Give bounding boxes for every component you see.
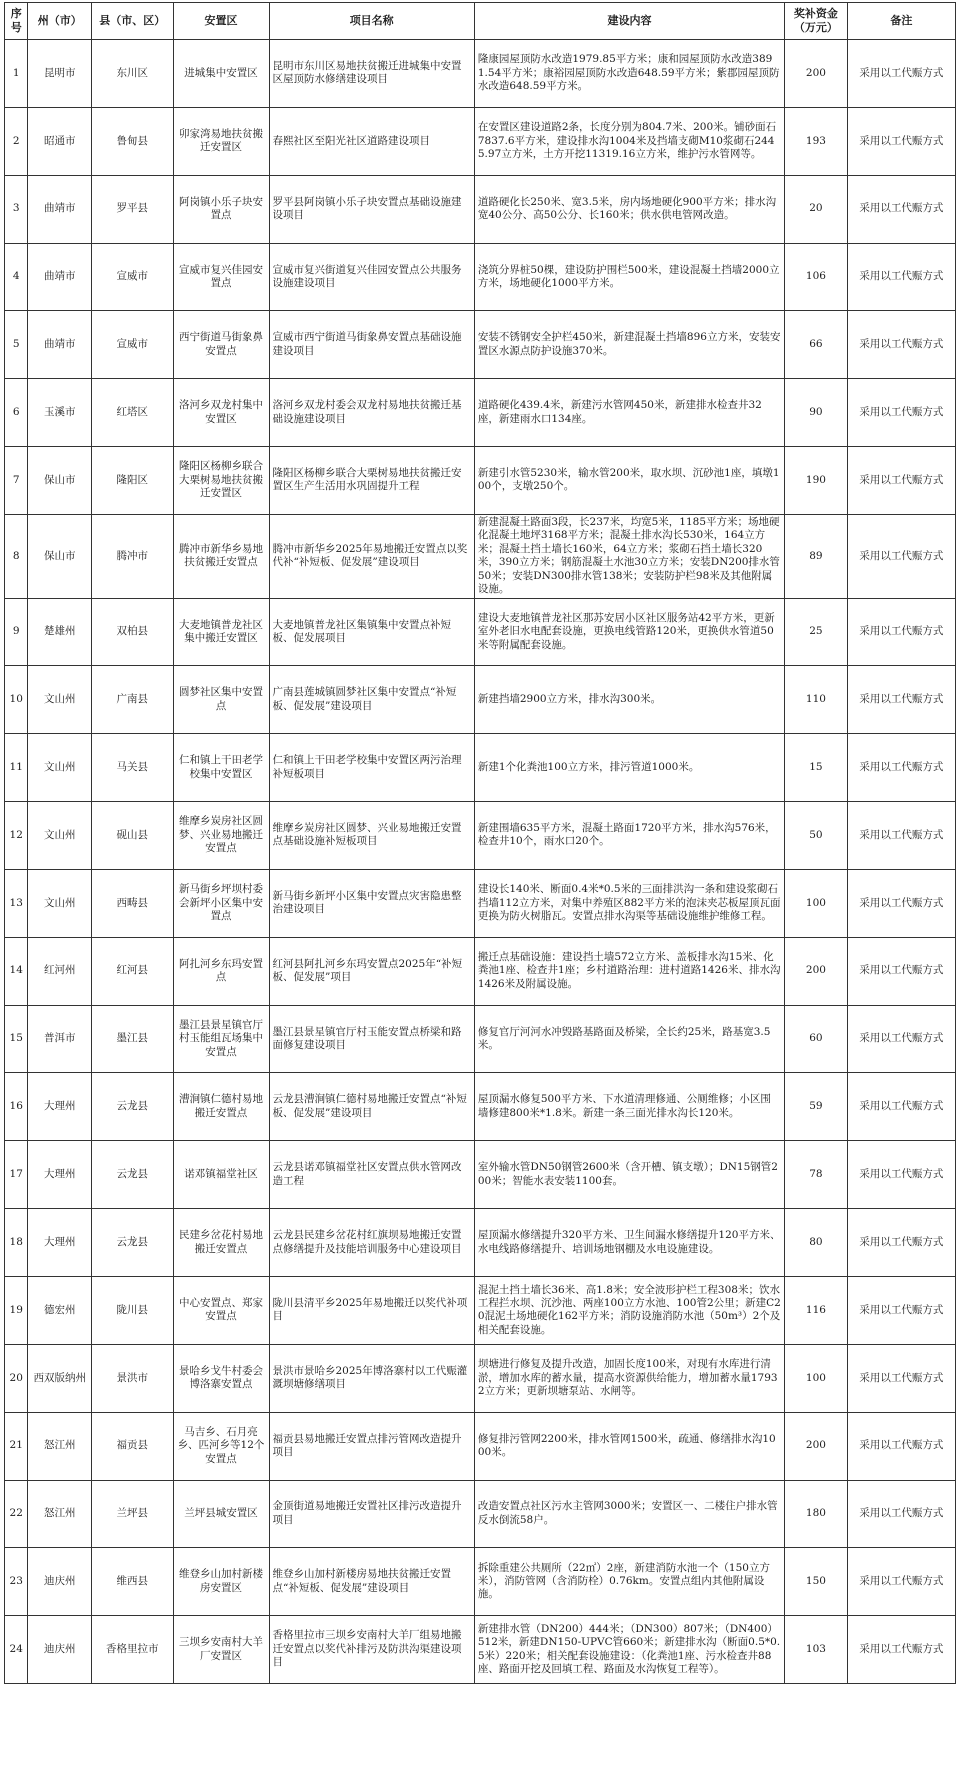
construction-content-cell: 浇筑分界桩50棵，建设防护围栏500米，建设混凝土挡墙2000立方米，场地硬化1000平方米。 (474, 243, 784, 311)
project-name-cell: 春熙社区至阳光社区道路建设项目 (269, 107, 474, 175)
project-name-cell: 云龙县漕涧镇仁德村易地搬迁安置点“补短板、促发展”建设项目 (269, 1073, 474, 1141)
prefecture-cell: 大理州 (28, 1209, 92, 1277)
construction-content-cell: 在安置区建设道路2条，长度分别为804.7米、200米。铺砂面石7837.6平方米，建设排水沟1004米及挡墙支砌M10浆砌石2445.97立方米，土方开挖11319.16立方米，维护污水管网等。 (474, 107, 784, 175)
resettlement-area-cell: 民建乡岔花村易地搬迁安置点 (173, 1209, 269, 1277)
project-name-cell: 大麦地镇普龙社区集镇集中安置点补短板、促发展项目 (269, 598, 474, 666)
table-row (5, 379, 956, 447)
county-cell: 宣威市 (92, 311, 173, 379)
county-cell: 红塔区 (92, 379, 173, 447)
subsidy-amount-cell: 200 (785, 937, 848, 1005)
prefecture-cell: 迪庆州 (28, 1616, 92, 1684)
subsidy-amount-cell: 66 (785, 311, 848, 379)
project-name-cell: 云龙县诺邓镇福堂社区安置点供水管网改造工程 (269, 1141, 474, 1209)
construction-content-cell: 拆除重建公共厕所（22㎡）2座，新建消防水池一个（150立方米），消防管网（含消防栓）0.76km。安置点组内其他附属设施。 (474, 1548, 784, 1616)
resettlement-area-cell: 漕涧镇仁德村易地搬迁安置点 (173, 1073, 269, 1141)
row-index-cell: 23 (5, 1548, 28, 1616)
row-index-cell: 17 (5, 1141, 28, 1209)
remarks-cell: 采用以工代赈方式 (847, 666, 955, 734)
subsidy-amount-cell: 193 (785, 107, 848, 175)
row-index-cell: 14 (5, 937, 28, 1005)
prefecture-cell: 曲靖市 (28, 311, 92, 379)
resettlement-area-cell: 景哈乡戈牛村委会博洛寨安置点 (173, 1344, 269, 1412)
header-remarks: 备注 (847, 3, 955, 40)
subsidy-amount-cell: 60 (785, 1005, 848, 1073)
construction-content-cell: 坝塘进行修复及提升改造，加固长度100米，对现有水库进行清淤，增加水库的蓄水量，提高水资源供给能力，增加蓄水量17932立方米；更新坝塘泵站、水闸等。 (474, 1344, 784, 1412)
prefecture-cell: 玉溪市 (28, 379, 92, 447)
table-row (5, 243, 956, 311)
project-name-cell: 仁和镇上干田老学校集中安置区两污治理补短板项目 (269, 734, 474, 802)
project-name-cell: 洛河乡双龙村委会双龙村易地扶贫搬迁基础设施建设项目 (269, 379, 474, 447)
resettlement-area-cell: 维登乡山加村新楼房安置区 (173, 1548, 269, 1616)
subsidy-amount-cell: 103 (785, 1616, 848, 1684)
remarks-cell: 采用以工代赈方式 (847, 1276, 955, 1344)
county-cell: 东川区 (92, 40, 173, 108)
table-row (5, 1276, 956, 1344)
table-row (5, 1005, 956, 1073)
prefecture-cell: 迪庆州 (28, 1548, 92, 1616)
row-index-cell: 15 (5, 1005, 28, 1073)
prefecture-cell: 怒江州 (28, 1412, 92, 1480)
resettlement-area-cell: 宣威市复兴佳园安置点 (173, 243, 269, 311)
county-cell: 兰坪县 (92, 1480, 173, 1548)
row-index-cell: 20 (5, 1344, 28, 1412)
resettlement-area-cell: 圆梦社区集中安置点 (173, 666, 269, 734)
county-cell: 罗平县 (92, 175, 173, 243)
header-county: 县（市、区） (92, 3, 173, 40)
table-row (5, 1073, 956, 1141)
construction-content-cell: 改造安置点社区污水主管网3000米；安置区一、二楼住户排水管反水倒流58户。 (474, 1480, 784, 1548)
project-name-cell: 宣威市西宁街道马街象鼻安置点基础设施建设项目 (269, 311, 474, 379)
prefecture-cell: 大理州 (28, 1073, 92, 1141)
table-row (5, 175, 956, 243)
construction-content-cell: 新建混凝土路面3段，长237米，均宽5米，1185平方米；场地硬化混凝土地坪3168平方米；混凝土排水沟长530米，164立方米；混凝土挡土墙长160米，64立方米；浆砌石挡土墙长320米，390立方米；钢筋混凝土水池30立方米；安装DN200排水管50米；安装DN300排水管138米；安装防护栏98米及其他附属设施。 (474, 514, 784, 598)
resettlement-area-cell: 西宁街道马街象鼻安置点 (173, 311, 269, 379)
construction-content-cell: 新建挡墙2900立方米，排水沟300米。 (474, 666, 784, 734)
construction-content-cell: 道路硬化439.4米，新建污水管网450米，新建排水检查井32座，新建雨水口134座。 (474, 379, 784, 447)
county-cell: 西畴县 (92, 869, 173, 937)
prefecture-cell: 曲靖市 (28, 175, 92, 243)
county-cell: 腾冲市 (92, 514, 173, 598)
prefecture-cell: 文山州 (28, 666, 92, 734)
county-cell: 马关县 (92, 734, 173, 802)
subsidy-amount-cell: 59 (785, 1073, 848, 1141)
construction-content-cell: 安装不锈钢安全护栏450米，新建混凝土挡墙896立方米，安装安置区水源点防护设施370米。 (474, 311, 784, 379)
prefecture-cell: 保山市 (28, 514, 92, 598)
row-index-cell: 3 (5, 175, 28, 243)
remarks-cell: 采用以工代赈方式 (847, 514, 955, 598)
subsidy-amount-cell: 25 (785, 598, 848, 666)
row-index-cell: 24 (5, 1616, 28, 1684)
resettlement-area-cell: 维摩乡炭房社区圆梦、兴业易地搬迁安置点 (173, 802, 269, 870)
subsidy-amount-cell: 100 (785, 1344, 848, 1412)
table-row (5, 802, 956, 870)
row-index-cell: 7 (5, 447, 28, 515)
county-cell: 隆阳区 (92, 447, 173, 515)
subsidy-amount-cell: 110 (785, 666, 848, 734)
remarks-cell: 采用以工代赈方式 (847, 311, 955, 379)
subsidy-amount-cell: 15 (785, 734, 848, 802)
construction-content-cell: 建设长140米、断面0.4米*0.5米的三面排洪沟一条和建设浆砌石挡墙112立方米，对集中养殖区882平方米的泡沫夹芯板屋顶瓦面更换为防火树脂瓦。安置点排水沟渠等基础设施维护维修工程。 (474, 869, 784, 937)
county-cell: 红河县 (92, 937, 173, 1005)
remarks-cell: 采用以工代赈方式 (847, 802, 955, 870)
table-row (5, 1209, 956, 1277)
table-row (5, 1141, 956, 1209)
resettlement-area-cell: 大麦地镇普龙社区集中搬迁安置区 (173, 598, 269, 666)
county-cell: 云龙县 (92, 1209, 173, 1277)
table-body (5, 40, 956, 1684)
header-prefecture: 州（市） (28, 3, 92, 40)
resettlement-area-cell: 进城集中安置区 (173, 40, 269, 108)
table-row (5, 666, 956, 734)
table-row (5, 311, 956, 379)
row-index-cell: 19 (5, 1276, 28, 1344)
county-cell: 景洪市 (92, 1344, 173, 1412)
prefecture-cell: 德宏州 (28, 1276, 92, 1344)
table-row (5, 107, 956, 175)
remarks-cell: 采用以工代赈方式 (847, 40, 955, 108)
county-cell: 维西县 (92, 1548, 173, 1616)
table-row (5, 734, 956, 802)
resettlement-area-cell: 洛河乡双龙村集中安置区 (173, 379, 269, 447)
construction-content-cell: 修复官厅河河水冲毁路基路面及桥梁，全长约25米，路基宽3.5米。 (474, 1005, 784, 1073)
prefecture-cell: 保山市 (28, 447, 92, 515)
county-cell: 双柏县 (92, 598, 173, 666)
county-cell: 鲁甸县 (92, 107, 173, 175)
prefecture-cell: 文山州 (28, 869, 92, 937)
header-construction-content: 建设内容 (474, 3, 784, 40)
resettlement-area-cell: 隆阳区杨柳乡联合大栗树易地扶贫搬迁安置区 (173, 447, 269, 515)
subsidy-amount-cell: 190 (785, 447, 848, 515)
table-row (5, 1480, 956, 1548)
remarks-cell: 采用以工代赈方式 (847, 107, 955, 175)
remarks-cell: 采用以工代赈方式 (847, 598, 955, 666)
construction-content-cell: 新建围墙635平方米，混凝土路面1720平方米，排水沟576米，检查井10个，雨水口20个。 (474, 802, 784, 870)
resettlement-area-cell: 新马街乡坪坝村委会新坪小区集中安置点 (173, 869, 269, 937)
county-cell: 云龙县 (92, 1073, 173, 1141)
remarks-cell: 采用以工代赈方式 (847, 937, 955, 1005)
table-row (5, 514, 956, 598)
project-name-cell: 墨江县景星镇官厅村玉能安置点桥梁和路面修复建设项目 (269, 1005, 474, 1073)
project-name-cell: 红河县阿扎河乡东玛安置点2025年“补短板、促发展”项目 (269, 937, 474, 1005)
prefecture-cell: 曲靖市 (28, 243, 92, 311)
row-index-cell: 1 (5, 40, 28, 108)
table-row (5, 598, 956, 666)
header-row (5, 3, 956, 40)
row-index-cell: 16 (5, 1073, 28, 1141)
subsidy-amount-cell: 180 (785, 1480, 848, 1548)
construction-content-cell: 隆康园屋顶防水改造1979.85平方米；康和园屋顶防水改造3891.54平方米；康裕园屋顶防水改造648.59平方米；紫郡园屋顶防水改造648.59平方米。 (474, 40, 784, 108)
prefecture-cell: 文山州 (28, 802, 92, 870)
subsidy-amount-cell: 106 (785, 243, 848, 311)
row-index-cell: 4 (5, 243, 28, 311)
construction-content-cell: 建设大麦地镇普龙社区那苏安居小区社区服务站42平方米，更新室外老旧水电配套设施，更换电线管路120米，更换供水管道50米等附属配套设施。 (474, 598, 784, 666)
subsidy-amount-cell: 200 (785, 1412, 848, 1480)
construction-content-cell: 混泥土挡土墙长36米、高1.8米；安全波形护栏工程308米；饮水工程拦水坝、沉沙池、两座100立方水池、100管2公里；新建C20混泥土场地硬化162平方米；消防设施消防水池（50m³）2个及相关配套设施。 (474, 1276, 784, 1344)
row-index-cell: 18 (5, 1209, 28, 1277)
county-cell: 云龙县 (92, 1141, 173, 1209)
remarks-cell: 采用以工代赈方式 (847, 1209, 955, 1277)
table-row (5, 937, 956, 1005)
prefecture-cell: 昆明市 (28, 40, 92, 108)
row-index-cell: 12 (5, 802, 28, 870)
subsidy-amount-cell: 50 (785, 802, 848, 870)
resettlement-area-cell: 三坝乡安南村大羊厂安置区 (173, 1616, 269, 1684)
resettlement-area-cell: 诺邓镇福堂社区 (173, 1141, 269, 1209)
county-cell: 陇川县 (92, 1276, 173, 1344)
project-name-cell: 新马街乡新坪小区集中安置点灾害隐患整治建设项目 (269, 869, 474, 937)
table-row (5, 447, 956, 515)
row-index-cell: 8 (5, 514, 28, 598)
table-row (5, 1344, 956, 1412)
project-name-cell: 隆阳区杨柳乡联合大栗树易地扶贫搬迁安置区生产生活用水巩固提升工程 (269, 447, 474, 515)
project-name-cell: 云龙县民建乡岔花村红旗坝易地搬迁安置点修缮提升及技能培训服务中心建设项目 (269, 1209, 474, 1277)
project-name-cell: 香格里拉市三坝乡安南村大羊厂组易地搬迁安置点以奖代补排污及防洪沟渠建设项目 (269, 1616, 474, 1684)
resettlement-area-cell: 卯家湾易地扶贫搬迁安置区 (173, 107, 269, 175)
row-index-cell: 22 (5, 1480, 28, 1548)
remarks-cell: 采用以工代赈方式 (847, 1616, 955, 1684)
construction-content-cell: 室外输水管DN50钢管2600米（含开槽、镇支墩）；DN15钢管200米；智能水表安装1100套。 (474, 1141, 784, 1209)
remarks-cell: 采用以工代赈方式 (847, 1073, 955, 1141)
project-name-cell: 宣威市复兴街道复兴佳园安置点公共服务设施建设项目 (269, 243, 474, 311)
prefecture-cell: 大理州 (28, 1141, 92, 1209)
resettlement-area-cell: 阿扎河乡东玛安置点 (173, 937, 269, 1005)
resettlement-area-cell: 马吉乡、石月亮乡、匹河乡等12个安置点 (173, 1412, 269, 1480)
resettlement-area-cell: 墨江县景星镇官厅村玉能组瓦场集中安置点 (173, 1005, 269, 1073)
remarks-cell: 采用以工代赈方式 (847, 1005, 955, 1073)
remarks-cell: 采用以工代赈方式 (847, 734, 955, 802)
project-name-cell: 景洪市景哈乡2025年博洛寨村以工代赈灌溉坝塘修缮项目 (269, 1344, 474, 1412)
subsidy-amount-cell: 78 (785, 1141, 848, 1209)
remarks-cell: 采用以工代赈方式 (847, 1141, 955, 1209)
subsidy-amount-cell: 90 (785, 379, 848, 447)
county-cell: 福贡县 (92, 1412, 173, 1480)
county-cell: 宣威市 (92, 243, 173, 311)
remarks-cell: 采用以工代赈方式 (847, 1548, 955, 1616)
county-cell: 墨江县 (92, 1005, 173, 1073)
row-index-cell: 5 (5, 311, 28, 379)
project-name-cell: 腾冲市新华乡2025年易地搬迁安置点以奖代补“补短板、促发展”建设项目 (269, 514, 474, 598)
prefecture-cell: 西双版纳州 (28, 1344, 92, 1412)
table-row (5, 869, 956, 937)
prefecture-cell: 普洱市 (28, 1005, 92, 1073)
remarks-cell: 采用以工代赈方式 (847, 869, 955, 937)
construction-content-cell: 道路硬化长250米、宽3.5米，房内场地硬化900平方米；排水沟宽40公分、高50公分、长160米；供水供电管网改造。 (474, 175, 784, 243)
subsidy-amount-cell: 100 (785, 869, 848, 937)
subsidy-amount-cell: 200 (785, 40, 848, 108)
project-name-cell: 陇川县清平乡2025年易地搬迁以奖代补项目 (269, 1276, 474, 1344)
project-name-cell: 罗平县阿岗镇小乐子块安置点基础设施建设项目 (269, 175, 474, 243)
row-index-cell: 2 (5, 107, 28, 175)
table-row (5, 1616, 956, 1684)
county-cell: 香格里拉市 (92, 1616, 173, 1684)
row-index-cell: 9 (5, 598, 28, 666)
remarks-cell: 采用以工代赈方式 (847, 243, 955, 311)
remarks-cell: 采用以工代赈方式 (847, 175, 955, 243)
resettlement-area-cell: 阿岗镇小乐子块安置点 (173, 175, 269, 243)
table-row (5, 1412, 956, 1480)
prefecture-cell: 文山州 (28, 734, 92, 802)
prefecture-cell: 红河州 (28, 937, 92, 1005)
county-cell: 砚山县 (92, 802, 173, 870)
resettlement-area-cell: 兰坪县城安置区 (173, 1480, 269, 1548)
remarks-cell: 采用以工代赈方式 (847, 1412, 955, 1480)
resettlement-area-cell: 仁和镇上干田老学校集中安置区 (173, 734, 269, 802)
table-row (5, 1548, 956, 1616)
project-name-cell: 广南县莲城镇圆梦社区集中安置点“补短板、促发展”建设项目 (269, 666, 474, 734)
project-name-cell: 福贡县易地搬迁安置点排污管网改造提升项目 (269, 1412, 474, 1480)
header-project-name: 项目名称 (269, 3, 474, 40)
remarks-cell: 采用以工代赈方式 (847, 447, 955, 515)
project-name-cell: 昆明市东川区易地扶贫搬迁进城集中安置区屋顶防水修缮建设项目 (269, 40, 474, 108)
project-table (4, 2, 956, 1684)
header-resettlement-area: 安置区 (173, 3, 269, 40)
table-row (5, 40, 956, 108)
resettlement-area-cell: 中心安置点、郑家安置点 (173, 1276, 269, 1344)
row-index-cell: 13 (5, 869, 28, 937)
construction-content-cell: 修复排污管网2200米，排水管网1500米，疏通、修缮排水沟1000米。 (474, 1412, 784, 1480)
construction-content-cell: 屋顶漏水修缮提升320平方米、卫生间漏水修缮提升120平方米、水电线路修缮提升、培训场地钢棚及水电设施建设。 (474, 1209, 784, 1277)
subsidy-amount-cell: 80 (785, 1209, 848, 1277)
construction-content-cell: 新建1个化粪池100立方米，排污管道1000米。 (474, 734, 784, 802)
row-index-cell: 10 (5, 666, 28, 734)
row-index-cell: 21 (5, 1412, 28, 1480)
prefecture-cell: 昭通市 (28, 107, 92, 175)
project-name-cell: 金顶街道易地搬迁安置社区排污改造提升项目 (269, 1480, 474, 1548)
construction-content-cell: 新建引水管5230米，输水管200米，取水坝、沉砂池1座，填墩100个，支墩250个。 (474, 447, 784, 515)
construction-content-cell: 新建排水管（DN200）444米；（DN300）807米；（DN400）512米，新建DN150-UPVC管660米；新建排水沟（断面0.5*0.5米）220米；相关配套设施建设：（化粪池1座、污水检查井88座、路面开挖及回填工程、路面及水沟恢复工程等）。 (474, 1616, 784, 1684)
subsidy-amount-cell: 116 (785, 1276, 848, 1344)
header-index: 序号 (5, 3, 28, 40)
row-index-cell: 6 (5, 379, 28, 447)
header-subsidy: 奖补资金（万元） (785, 3, 848, 40)
resettlement-area-cell: 腾冲市新华乡易地扶贫搬迁安置点 (173, 514, 269, 598)
construction-content-cell: 搬迁点基础设施：建设挡土墙572立方米、盖板排水沟15米、化粪池1座、检查井1座；乡村道路治理：进村道路1426米、排水沟1426米及附属设施。 (474, 937, 784, 1005)
prefecture-cell: 怒江州 (28, 1480, 92, 1548)
prefecture-cell: 楚雄州 (28, 598, 92, 666)
remarks-cell: 采用以工代赈方式 (847, 379, 955, 447)
county-cell: 广南县 (92, 666, 173, 734)
construction-content-cell: 屋顶漏水修复500平方米、下水道清理修通、公厕维修；小区围墙修建800米*1.8米。新建一条三面光排水沟长120米。 (474, 1073, 784, 1141)
subsidy-amount-cell: 20 (785, 175, 848, 243)
remarks-cell: 采用以工代赈方式 (847, 1480, 955, 1548)
subsidy-amount-cell: 150 (785, 1548, 848, 1616)
remarks-cell: 采用以工代赈方式 (847, 1344, 955, 1412)
project-name-cell: 维摩乡炭房社区圆梦、兴业易地搬迁安置点基础设施补短板项目 (269, 802, 474, 870)
row-index-cell: 11 (5, 734, 28, 802)
subsidy-amount-cell: 89 (785, 514, 848, 598)
project-name-cell: 维登乡山加村新楼房易地扶贫搬迁安置点“补短板、促发展”建设项目 (269, 1548, 474, 1616)
